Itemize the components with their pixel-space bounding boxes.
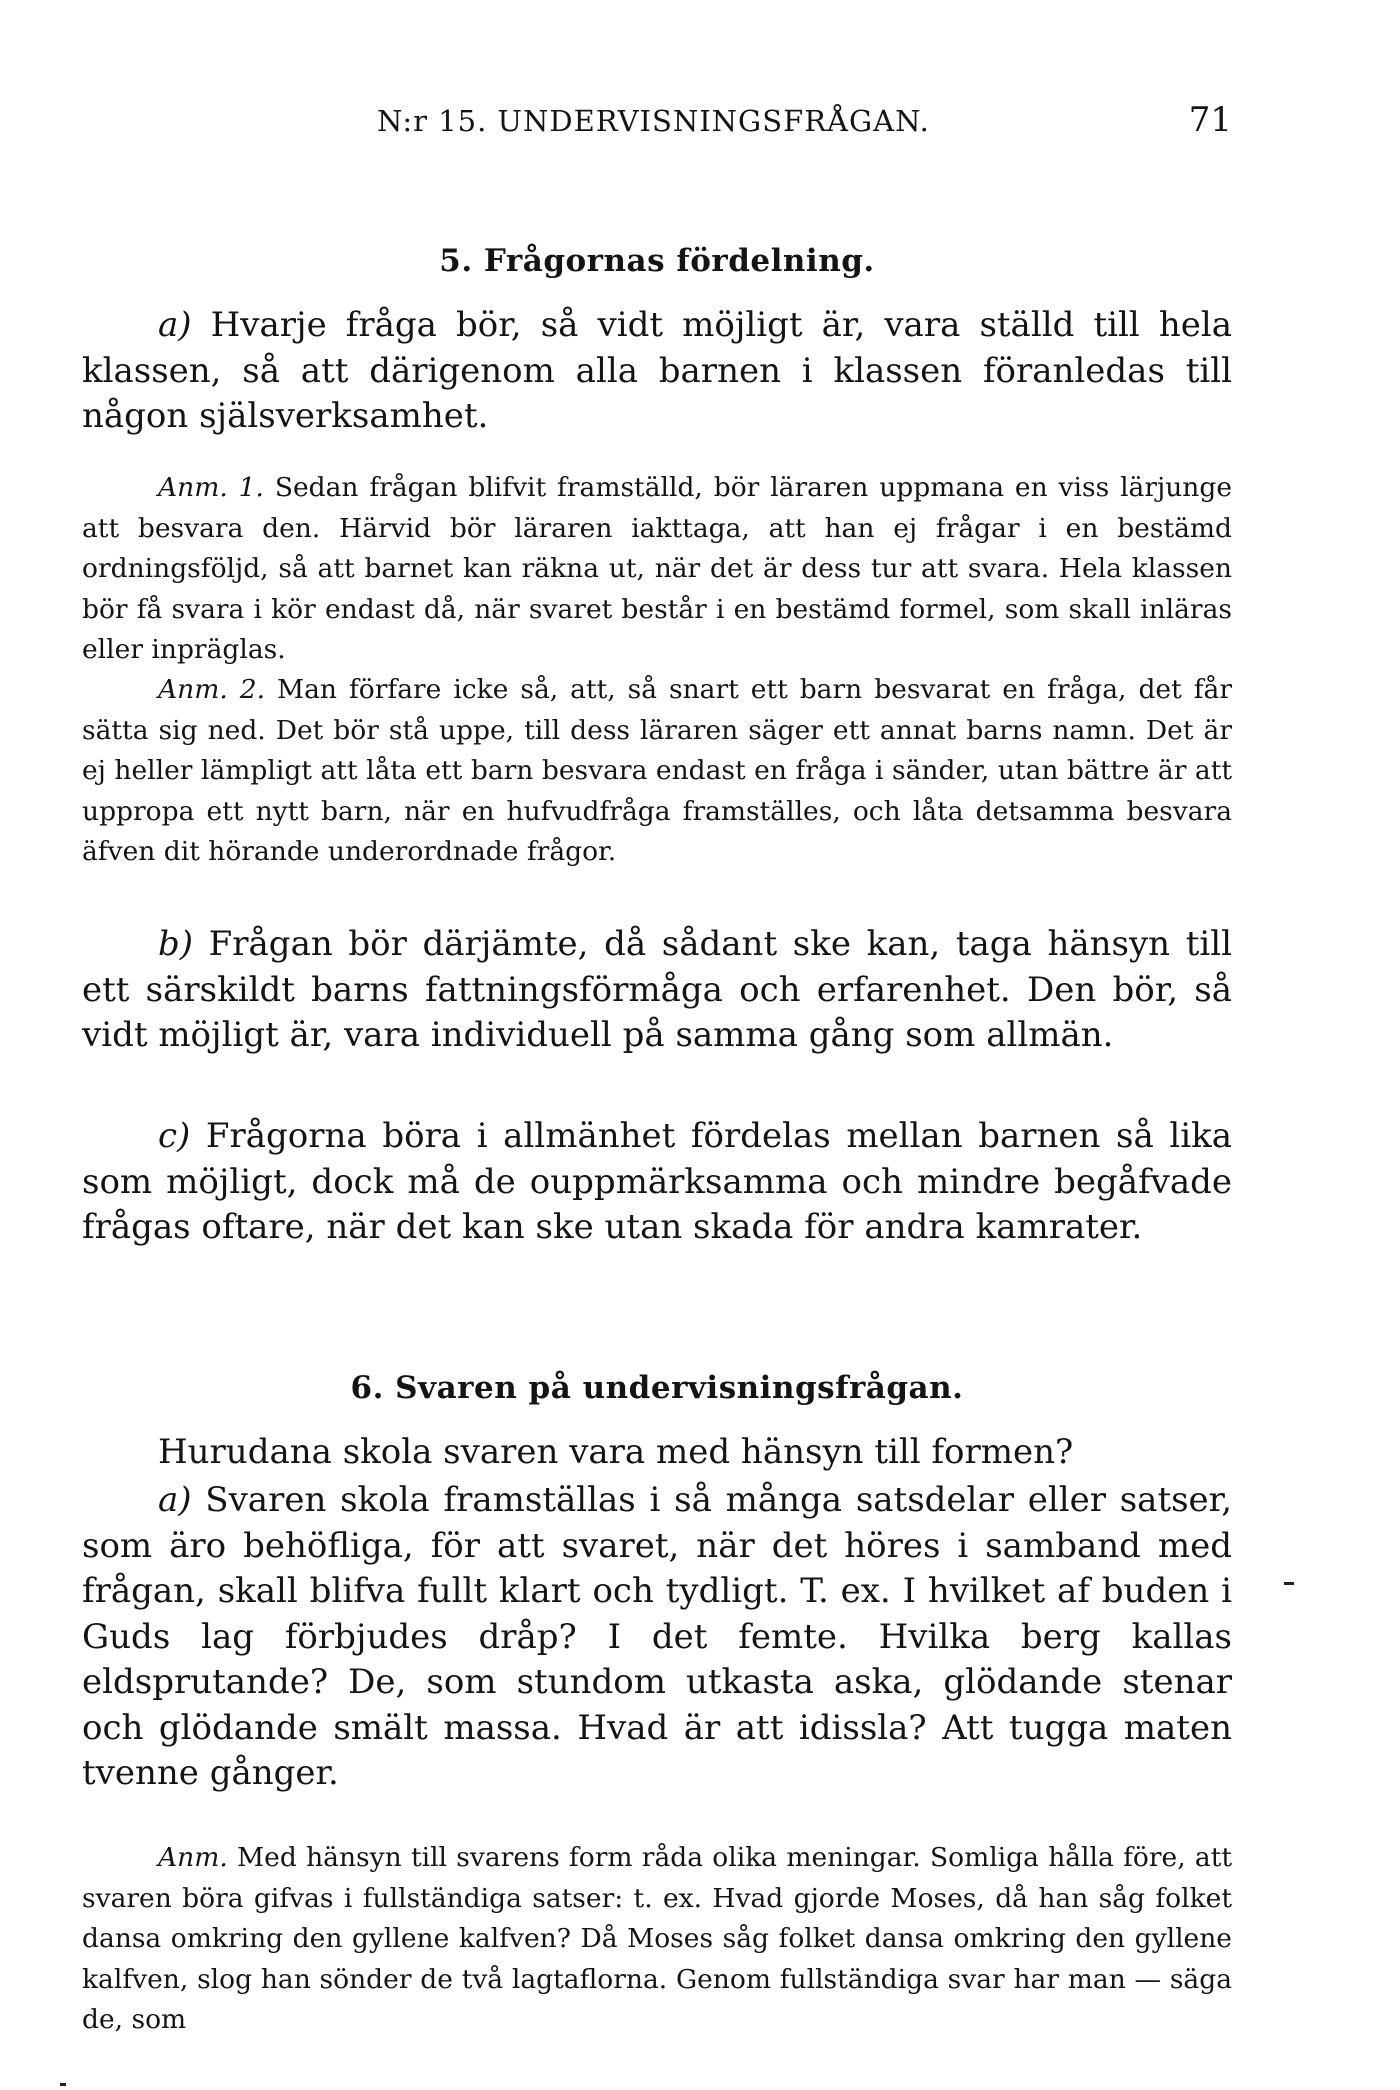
paragraph-6a-text: Svaren skola framställas i så många satsdelar eller satser, som äro behöfliga, för att svaret, när det höres i samband med frågan, skall blifva fullt klart och tydligt. T. ex. I hvilket af buden i Guds lag förbjudes dråp? I det femte. Hvilka berg kallas eldsprutande? De, som stundom utkasta aska, glödande stenar och glödande smält massa. Hvad är att idissla? Att tugga maten tvenne gånger. xyxy=(82,1480,1232,1793)
section-5-paragraph-a xyxy=(82,303,1232,440)
section-5-paragraph-c xyxy=(82,1114,1232,1251)
section-6-paragraph-a xyxy=(82,1478,1232,1797)
section-6-intro: Hurudana skola svaren vara med hänsyn till formen? xyxy=(158,1432,1074,1472)
section-5-heading: 5. Frågornas fördelning. xyxy=(439,243,875,279)
paragraph-c-text: Frågorna böra i allmänhet fördelas mellan barnen så lika som möjligt, dock må de ouppmärksamma och mindre begåfvade frågas oftare, när det kan ske utan skada för andra kamrater. xyxy=(82,1116,1232,1247)
paragraph-b-text: Frågan bör därjämte, då sådant ske kan, taga hänsyn till ett särskildt barns fattningsförmåga och erfarenhet. Den bör, så vidt möjligt är, vara individuell på samma gång som allmän. xyxy=(82,924,1232,1055)
marker-6a: a) xyxy=(158,1480,192,1520)
section-6-heading: 6. Svaren på undervisningsfrågan. xyxy=(350,1370,964,1406)
page-number: 71 xyxy=(1188,100,1232,140)
note-2-label: Anm. 2. xyxy=(158,674,266,705)
marker-b: b) xyxy=(158,924,194,964)
note-6-text: Med hänsyn till svarens form råda olika meningar. Somliga hålla före, att svaren böra gifvas i fullständiga satser: t. ex. Hvad gjorde Moses, då han såg folket dansa omkring den gyllene kalfven? Då Moses såg folket dansa omkring den gyllene kalfven, slog han sönder de två lagtaflorna. Genom fullständiga svar har man — säga de, som xyxy=(82,1842,1232,2035)
section-6-note xyxy=(82,1838,1232,2041)
section-5-note-2 xyxy=(82,670,1232,873)
note-2-text: Man förfare icke så, att, så snart ett barn besvarat en fråga, det får sätta sig ned. Det bör stå uppe, till dess läraren säger ett annat barns namn. Det är ej heller lämpligt att låta ett barn besvara endast en fråga i sänder, utan bättre är att uppropa ett nytt barn, när en hufvudfråga framställes, och låta detsamma besvara äfven dit hörande underordnade frågor. xyxy=(82,674,1232,867)
print-speck xyxy=(1284,1582,1294,1585)
print-speck xyxy=(60,2083,66,2086)
running-header xyxy=(82,100,1232,150)
running-title: N:r 15. UNDERVISNINGSFRÅGAN. xyxy=(377,104,930,138)
marker-c: c) xyxy=(158,1116,191,1156)
note-1-text: Sedan frågan blifvit framställd, bör läraren uppmana en viss lärjunge att besvara den. Härvid bör läraren iakttaga, att han ej frågar i en bestämd ordningsföljd, så att barnet kan räkna ut, när det är dess tur att svara. Hela klassen bör få svara i kör endast då, när svaret består i en bestämd formel, som skall inläras eller inpräglas. xyxy=(82,472,1233,665)
marker-a: a) xyxy=(158,305,192,345)
section-5-note-1 xyxy=(82,468,1232,671)
note-1-label: Anm. 1. xyxy=(158,472,264,503)
note-6-label: Anm. xyxy=(158,1842,228,1873)
section-5-paragraph-b xyxy=(82,922,1232,1059)
paragraph-a-text: Hvarje fråga bör, så vidt möjligt är, vara ställd till hela klassen, så att därigenom alla barnen i klassen föranledas till någon själsverksamhet. xyxy=(82,305,1232,436)
